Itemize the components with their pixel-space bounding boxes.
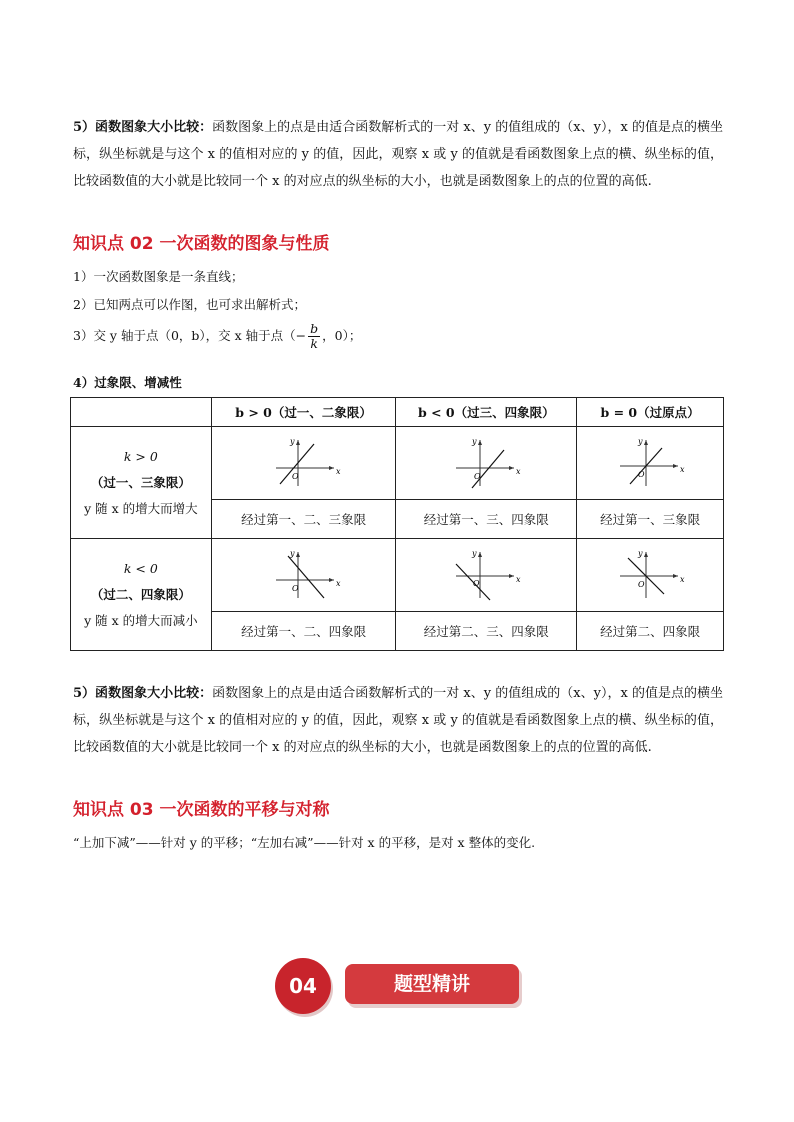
row-head-k-negative bbox=[71, 539, 212, 651]
section5-bottom bbox=[73, 680, 723, 761]
x-label: x bbox=[680, 464, 685, 474]
graph-cell bbox=[577, 539, 724, 612]
kp03-heading: 知识点 03 一次函数的平移与对称 bbox=[73, 800, 330, 820]
origin-label: O bbox=[291, 583, 299, 593]
origin-label: O bbox=[638, 469, 645, 479]
graph-k-neg-b-pos bbox=[268, 546, 340, 602]
table-row-k-positive-graphs bbox=[71, 427, 724, 500]
desc-k-pos-b-pos: 经过第一、二、三象限 bbox=[211, 500, 396, 539]
y-label: y bbox=[638, 436, 643, 446]
desc-k-neg-b-neg: 经过第二、三、四象限 bbox=[396, 612, 577, 651]
desc-k-neg-b-pos: 经过第一、二、四象限 bbox=[211, 612, 396, 651]
section5-bottom-text: 函数图象上的点是由适合函数解析式的一对 x、y 的值组成的（x、y），x 的值是点的横坐标，纵坐标就是与这个 x 的值相对应的 y 的值，因此，观察 x 或 y 的值就是看函数图象上点的横、纵坐标的值，比较函数值的大小就是比较同一个 x 的对应点的纵坐标的大小，也就是函数图象上的点的位置的高低. bbox=[73, 686, 723, 755]
x-axis-arrow bbox=[329, 466, 334, 470]
section5-top-text: 函数图象上的点是由适合函数解析式的一对 x、y 的值组成的（x、y），x 的值是点的横坐标，纵坐标就是与这个 x 的值相对应的 y 的值，因此，观察 x 或 y 的值就是看函数图象上点的横、纵坐标的值，比较函数值的大小就是比较同一个 x 的对应点的纵坐标的大小，也就是函数图象上的点的位置的高低. bbox=[73, 120, 723, 189]
graph-cell bbox=[396, 539, 577, 612]
graph-cell bbox=[577, 427, 724, 500]
badge-label: 题型精讲 bbox=[345, 964, 519, 1004]
function-line bbox=[472, 450, 504, 488]
y-label: y bbox=[289, 548, 295, 558]
kp02-item2: 2）已知两点可以作图，也可求出解析式； bbox=[73, 297, 306, 312]
y-axis-arrow bbox=[644, 440, 648, 445]
y-label: y bbox=[289, 436, 295, 446]
section5-bottom-label: 5）函数图象大小比较： bbox=[73, 686, 213, 701]
graph-k-neg-b-zero bbox=[614, 546, 686, 602]
x-axis-arrow bbox=[329, 578, 334, 582]
badge-number: 04 bbox=[275, 958, 331, 1014]
trend-k-negative: y 随 x 的增大而减小 bbox=[84, 612, 198, 628]
section5-top bbox=[73, 114, 723, 195]
quad-k-negative: （过二、四象限） bbox=[90, 586, 191, 602]
table-header-row bbox=[71, 398, 724, 427]
header-b-negative: b < 0（过三、四象限） bbox=[396, 398, 577, 427]
graph-k-pos-b-zero bbox=[614, 434, 686, 490]
row-head-k-positive bbox=[71, 427, 212, 539]
origin-label: O bbox=[473, 578, 480, 588]
header-b-zero: b = 0（过原点） bbox=[577, 398, 724, 427]
graph-k-pos-b-neg bbox=[450, 434, 522, 490]
quad-k-positive: （过一、三象限） bbox=[90, 474, 191, 490]
x-label: x bbox=[680, 574, 685, 584]
x-label: x bbox=[335, 578, 341, 588]
desc-k-pos-b-neg: 经过第一、三、四象限 bbox=[396, 500, 577, 539]
kp02-item4: 4）过象限、增减性 bbox=[73, 375, 182, 390]
x-label: x bbox=[516, 574, 521, 584]
y-label: y bbox=[638, 548, 643, 558]
fraction-b-over-k bbox=[308, 322, 320, 351]
header-b-positive: b > 0（过一、二象限） bbox=[211, 398, 396, 427]
graph-k-pos-b-pos bbox=[268, 434, 340, 490]
x-axis-arrow bbox=[509, 574, 514, 578]
y-axis-arrow bbox=[296, 440, 300, 445]
x-axis-arrow bbox=[673, 464, 678, 468]
properties-table bbox=[70, 397, 724, 651]
origin-label: O bbox=[638, 579, 645, 589]
desc-k-neg-b-zero: 经过第二、四象限 bbox=[577, 612, 724, 651]
y-axis-arrow bbox=[644, 552, 648, 557]
y-axis-arrow bbox=[296, 552, 300, 557]
kp02-item3 bbox=[73, 322, 361, 351]
desc-k-pos-b-zero: 经过第一、三象限 bbox=[577, 500, 724, 539]
y-label: y bbox=[472, 548, 477, 558]
fraction-denominator: k bbox=[310, 336, 318, 351]
graph-cell bbox=[211, 427, 396, 500]
kp02-heading: 知识点 02 一次函数的图象与性质 bbox=[73, 234, 330, 254]
kp02-item3-pre: 3）交 y 轴于点（0，b），交 x 轴于点（− bbox=[73, 328, 307, 343]
y-label: y bbox=[472, 436, 477, 446]
fraction-numerator: b bbox=[310, 321, 319, 336]
table-corner-cell bbox=[71, 398, 212, 427]
kp02-item1: 1）一次函数图象是一条直线； bbox=[73, 269, 244, 284]
graph-k-neg-b-neg bbox=[450, 546, 522, 602]
graph-cell bbox=[211, 539, 396, 612]
x-axis-arrow bbox=[509, 466, 514, 470]
y-axis-arrow bbox=[478, 552, 482, 557]
x-label: x bbox=[516, 466, 521, 476]
kp02-item3-post: ，0）； bbox=[322, 328, 362, 343]
origin-label: O bbox=[291, 471, 299, 481]
x-axis-arrow bbox=[673, 574, 678, 578]
table-row-k-negative-graphs bbox=[71, 539, 724, 612]
x-label: x bbox=[335, 466, 341, 476]
cond-k-negative: k < 0 bbox=[123, 560, 158, 576]
section5-top-label: 5）函数图象大小比较： bbox=[73, 120, 213, 135]
origin-label: O bbox=[474, 471, 481, 481]
y-axis-arrow bbox=[478, 440, 482, 445]
cond-k-positive: k > 0 bbox=[123, 448, 158, 464]
graph-cell bbox=[396, 427, 577, 500]
kp03-text: “上加下减”——针对 y 的平移；“左加右减”——针对 x 的平移，是对 x 整体的变化. bbox=[73, 835, 536, 850]
trend-k-positive: y 随 x 的增大而增大 bbox=[84, 500, 198, 516]
